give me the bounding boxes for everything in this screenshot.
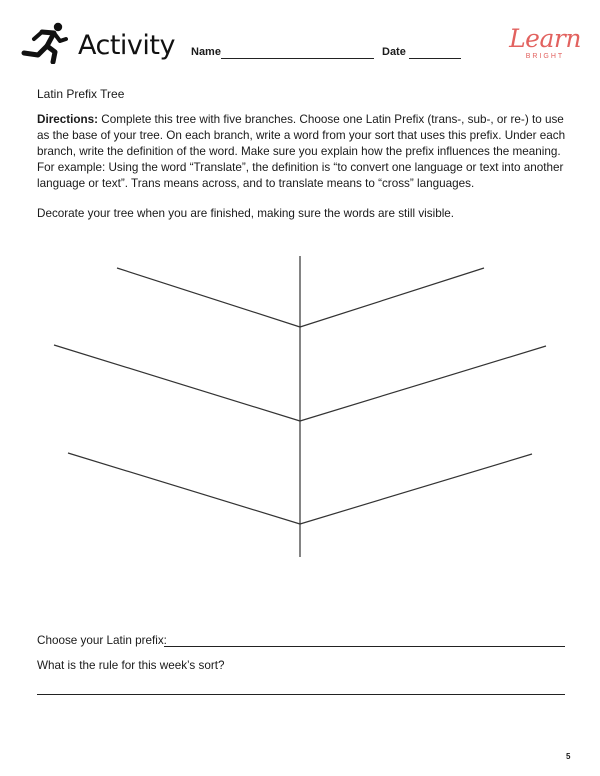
logo-text: Learn xyxy=(509,24,581,53)
decorate-instruction: Decorate your tree when you are finished, making sure the words are still visible. xyxy=(37,207,455,220)
branch-top-right xyxy=(300,268,484,327)
directions-label: Directions: xyxy=(37,113,99,126)
activity-title: Activity xyxy=(78,30,175,61)
prefix-answer-line[interactable] xyxy=(164,646,565,647)
branch-top-left xyxy=(117,268,300,327)
branch-middle-right xyxy=(300,346,546,421)
directions-text: Complete this tree with five branches. Choose one Latin Prefix (trans-, sub-, or re-) to use as the base of your tree. On each branch, write a word from your sort that uses this prefix. Under each branch, write the definition of the word. Make sure you explain how the prefix influences the meaning. For example: Using the word “Translate”, the definition is “to convert one language or text into another language or text”. Trans means across, and to translate means to “cross” languages. xyxy=(37,113,566,190)
prefix-question-label: Choose your Latin prefix: xyxy=(37,634,167,647)
page-number: 5 xyxy=(566,752,571,761)
branch-middle-left xyxy=(54,345,300,421)
branch-bottom-right xyxy=(300,454,532,524)
name-label: Name xyxy=(191,46,221,58)
date-label: Date xyxy=(382,46,406,58)
logo-subtext: BRIGHT xyxy=(525,53,565,60)
worksheet-subtitle: Latin Prefix Tree xyxy=(37,87,125,101)
rule-question-label: What is the rule for this week’s sort? xyxy=(37,659,225,672)
rule-answer-line[interactable] xyxy=(37,694,565,695)
branch-bottom-left xyxy=(68,453,300,524)
